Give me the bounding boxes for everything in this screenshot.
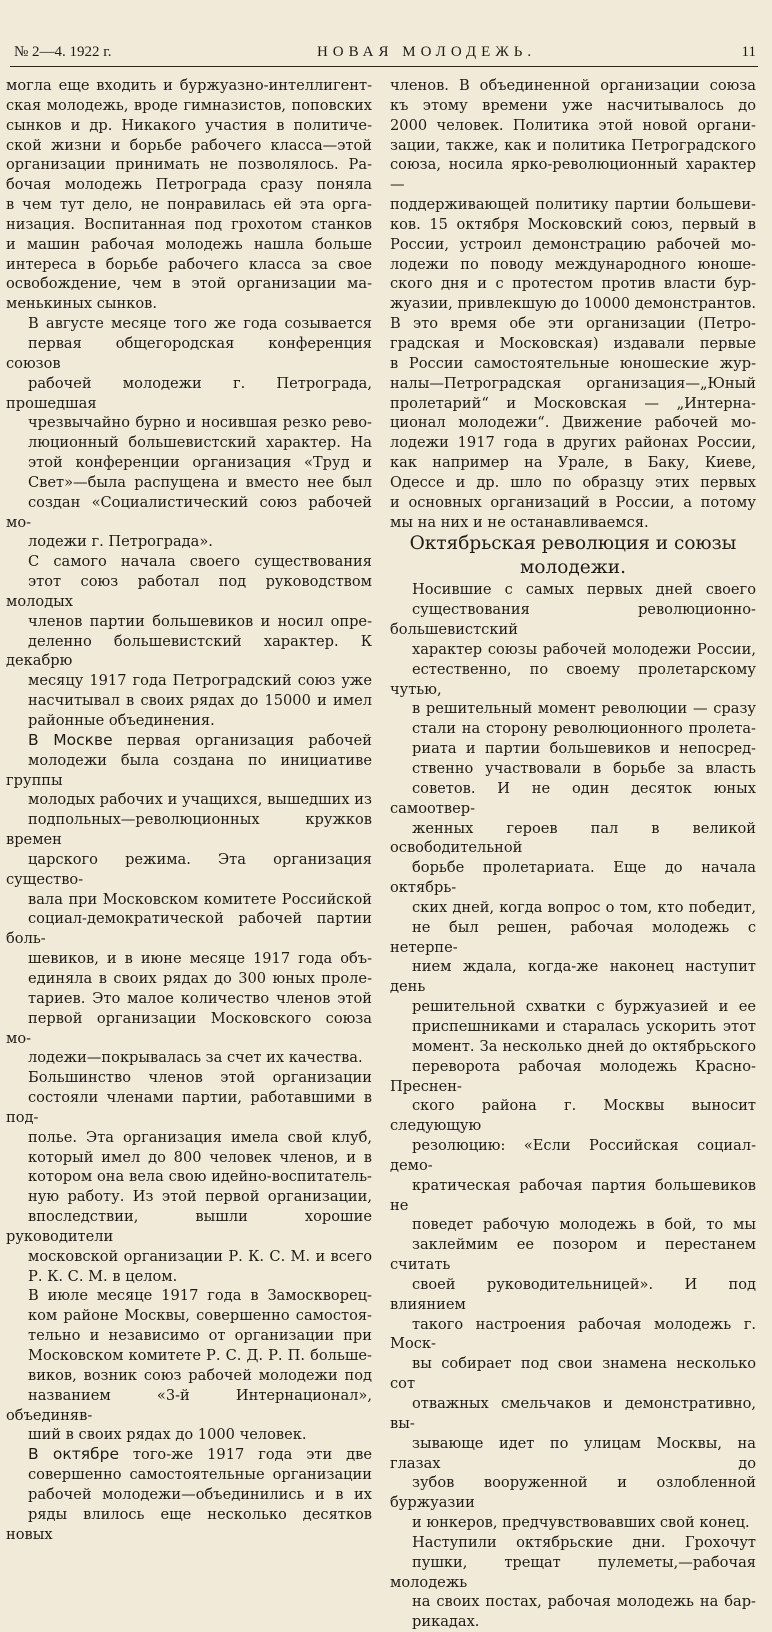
text-line: С самого начала своего существования [28,553,372,571]
text-line: люционный большевистский характер. На [28,434,372,452]
text-line: пролетарий“ и Московская — „Интерна- [390,394,756,412]
header-rule [10,66,758,67]
text-line: естественно, по своему пролетарскому чутью, [390,660,756,698]
text-line: риата и партии большевиков и непосред- [412,740,756,758]
text-line: рабочей молодежи—объединились и в их [28,1485,372,1503]
text-line: зывающе идет по улицам Москвы, на глазах до [390,1434,756,1472]
text-line: Московском комитете Р. С. Д. Р. П. больше- [28,1347,372,1364]
text-line: поведет рабочую молодежь в бой, то мы [412,1216,756,1234]
text-line: сынков и др. Никакого участия в политиче- [6,116,372,134]
text-line: ственно участвовали в борьбе за власть [412,760,756,777]
text-line: молодежи была создана по инициативе группы [6,751,372,789]
text-line: тариев. Это малое количество членов этой [28,989,372,1007]
text-line: в решительный момент революции — сразу [412,700,756,718]
text-line: вы собирает под свои знамена несколько сот [390,1355,756,1393]
text-line: членов партии большевиков и носил опре- [28,612,372,630]
lead-words: В октябре [28,1445,119,1464]
text-line: создан «Социалистический союз рабочей мо- [6,493,372,531]
text-line: состояли членами партии, работавшими в под- [6,1089,372,1126]
text-line: бочая молодежь Петрограда сразу поняла [6,176,372,194]
text-line: рабочей молодежи г. Петрограда, прошедшая [6,374,372,412]
text-line: ную работу. Из этой первой организации, [28,1188,372,1206]
text-line: борьбе пролетариата. Еще до начала октябрь- [390,859,756,897]
paragraph [6,731,372,1068]
text-line: ской жизни и борьбе рабочего класса—этой [6,136,372,154]
paragraph [390,1533,756,1632]
text-line: пушки, трещат пулеметы,—рабочая молодежь [390,1553,756,1591]
paragraph [6,1068,372,1286]
text-line: совершенно самостоятельные организации [28,1466,372,1484]
text-line: кратическая рабочая партия большевиков не [390,1176,756,1214]
text-line: нием ждала, когда-же наконец наступит день [390,958,756,996]
text-line: лодежи 1917 года в других районах России, [390,434,756,452]
text-line: и машин рабочая молодежь нашла больше [6,235,372,253]
text-line: московской организации Р. К. С. М. и всего [28,1247,372,1265]
page-number: 11 [741,44,756,60]
text-line: мы на них и не останавливаемся. [390,513,649,531]
text-line: жуазии, привлекшую до 10000 демонстрантов. [390,295,756,313]
text-line: насчитывал в своих рядах до 15000 и имел [28,692,372,710]
text-line: решительной схватки с буржуазией и ее [412,998,756,1016]
text-line: ший в своих рядах до 1000 человек. [28,1426,307,1444]
text-line: виков, возник союз рабочей молодежи под [28,1366,372,1384]
text-line: своей руководительницей». И под влиянием [390,1275,756,1313]
text-line: не был решен, рабочая молодежь с нетерпе- [390,918,756,956]
text-line: единяла в своих рядах до 300 юных проле- [28,969,372,987]
text-line: названием «3-й Интернационал», объединяв- [6,1386,372,1424]
text-line: Большинство членов этой организации [28,1069,372,1087]
text-line: ская молодежь, вроде гимназистов, поповских [6,96,372,114]
text-line: характер союзы рабочей молодежи России, [412,640,756,658]
text-line: вала при Московском комитете Российской [28,890,372,908]
text-line: молодых рабочих и учащихся, вышедших из [28,791,372,809]
text-line: налы—Петроградская организация—„Юный [390,374,756,392]
text-line: В Москве первая организация рабочей [28,730,372,749]
text-line: 2000 человек. Политика этой новой органи- [390,116,756,134]
text-line: Октябрьская революция и союзы [409,533,737,555]
text-line: лодежи по поводу международного юноше- [390,255,756,273]
journal-title: НОВАЯ МОЛОДЕЖЬ. [316,44,537,60]
text-line: В июле месяце 1917 года в Замоскворец- [28,1287,372,1305]
text-line: месяцу 1917 года Петроградский союз уже [28,672,372,690]
text-line: ционал молодежи“. Движение рабочей мо- [390,414,756,432]
text-line: в России самостоятельные юношеские жур- [390,354,756,372]
paragraph [6,314,372,552]
text-line: женных героев пал в великой освободительной [390,819,756,857]
text-line: заклеймим ее позором и перестанем считать [390,1236,756,1274]
text-line: полье. Эта организация имела свой клуб, [28,1128,372,1146]
text-line: резолюцию: «Если Российская социал-демо- [390,1137,756,1174]
text-line: менькиных сынков. [6,295,157,313]
paragraph [390,76,756,532]
text-line: организации принимать не позволялось. Ра- [6,156,372,174]
paragraph [390,580,756,1533]
text-line: лодежи—покрывалась за счет их качества. [28,1049,363,1067]
text-line: ского дня и с протестом против власти бур- [390,275,756,293]
text-line: къ этому времени уже насчитывалось до [390,96,756,114]
text-line: и юнкеров, предчувствовавших свой конец. [412,1514,750,1532]
text-line: Наступили октябрьские дни. Грохочут [412,1533,756,1551]
text-line: лодежи г. Петрограда». [28,533,213,551]
text-line: стали на сторону революционного пролета- [412,720,756,738]
text-line: Свет»—была распущена и вместо нее был [28,473,372,491]
text-line: районные объединения. [28,712,215,729]
text-line: Р. К. С. М. в целом. [28,1267,178,1285]
text-line: ряды влилось еще несколько десятков новых [6,1505,372,1543]
paragraph [6,1445,372,1544]
text-line: социал-демократической рабочей партии боль- [6,910,372,948]
text-line: рикадах. [412,1613,480,1631]
text-line: освобождение, чем в этой организации ма- [6,275,372,293]
text-line: как например на Урале, в Баку, Киеве, [390,454,756,472]
text-line: такого настроения рабочая молодежь г. Моск- [390,1315,756,1353]
text-line: союза, носила ярко-революционный характер— [390,156,756,194]
text-line: В это время обе эти организации (Петро- [390,315,756,333]
text-line: ских дней, когда вопрос о том, кто победит, [412,898,756,916]
text-line: В октябре того-же 1917 года эти две [28,1445,372,1464]
text-line: зубов вооруженной и озлобленной буржуазии [390,1474,756,1512]
text-line: России, устроил демонстрацию рабочей мо- [390,235,756,253]
text-line: и основных организаций в России, а потому [390,493,756,511]
paragraph [6,76,372,314]
text-line: подпольных—революционных кружков времен [6,811,372,849]
text-line: деленно большевистский характер. К декабрю [6,632,372,670]
text-line: приспешниками и старалась ускорить этот [412,1017,756,1035]
text-line: могла еще входить и буржуазно-интеллигент- [6,77,372,94]
paragraph [6,552,372,731]
text-line: низация. Воспитанная под грохотом станков [6,215,372,233]
text-line: царского режима. Эта организация существо- [6,850,372,888]
text-line: на своих постах, рабочая молодежь на бар- [412,1593,756,1611]
text-line: котором она вела свою идейно-воспитатель- [28,1168,372,1186]
text-line: момент. За несколько дней до октябрьского [412,1037,756,1055]
text-line: молодежи. [520,557,626,579]
paragraph [6,1286,372,1445]
text-line: ков. 15 октября Московский союз, первый в [390,215,756,233]
text-line: зации, также, как и политика Петроградского [390,136,756,154]
page-header [14,44,756,66]
text-line: первая общегородская конференция союзов [6,334,372,372]
text-line: Носившие с самых первых дней своего [412,581,756,599]
right-column [390,76,756,1632]
section-heading [390,532,756,580]
text-line: в чем тут дело, не понравилась ей эта орга- [6,196,372,214]
text-line: шевиков, и в июне месяце 1917 года объ- [28,950,372,968]
text-line: интереса в борьбе рабочего класса за свое [6,255,372,273]
text-line: переворота рабочая молодежь Красно-Преснен- [390,1057,756,1095]
text-line: первой организации Московского союза мо- [6,1009,372,1047]
text-line: который имел до 800 человек членов, и в [28,1148,372,1166]
issue-number: № 2—4. 1922 г. [14,44,112,60]
text-line: поддерживающей политику партии большеви- [390,196,756,214]
text-line: отважных смельчаков и демонстративно, вы- [390,1395,756,1432]
text-line: ского района г. Москвы выносит следующую [390,1097,756,1135]
text-line: этой конференции организация «Труд и [28,454,372,472]
text-line: градская и Московская) издавали первые [390,334,756,352]
text-line: чрезвычайно бурно и носившая резко рево- [28,414,372,432]
left-column [6,76,372,1544]
text-line: советов. И не один десяток юных самоотвер- [390,779,756,817]
lead-words: В Москве [28,730,113,749]
text-line: членов. В объединенной организации союза [390,77,756,94]
text-line: этот союз работал под руководством молодых [6,573,372,610]
text-line: существования революционно-большевистский [390,601,756,639]
text-line: тельно и независимо от организации при [28,1327,372,1345]
text-line: Одессе и др. шло по образцу этих первых [390,473,756,491]
text-line: В августе месяце того же года созывается [28,315,372,333]
text-line: ком районе Москвы, совершенно самостоя- [28,1307,372,1325]
text-line: впоследствии, вышли хорошие руководители [6,1208,372,1245]
